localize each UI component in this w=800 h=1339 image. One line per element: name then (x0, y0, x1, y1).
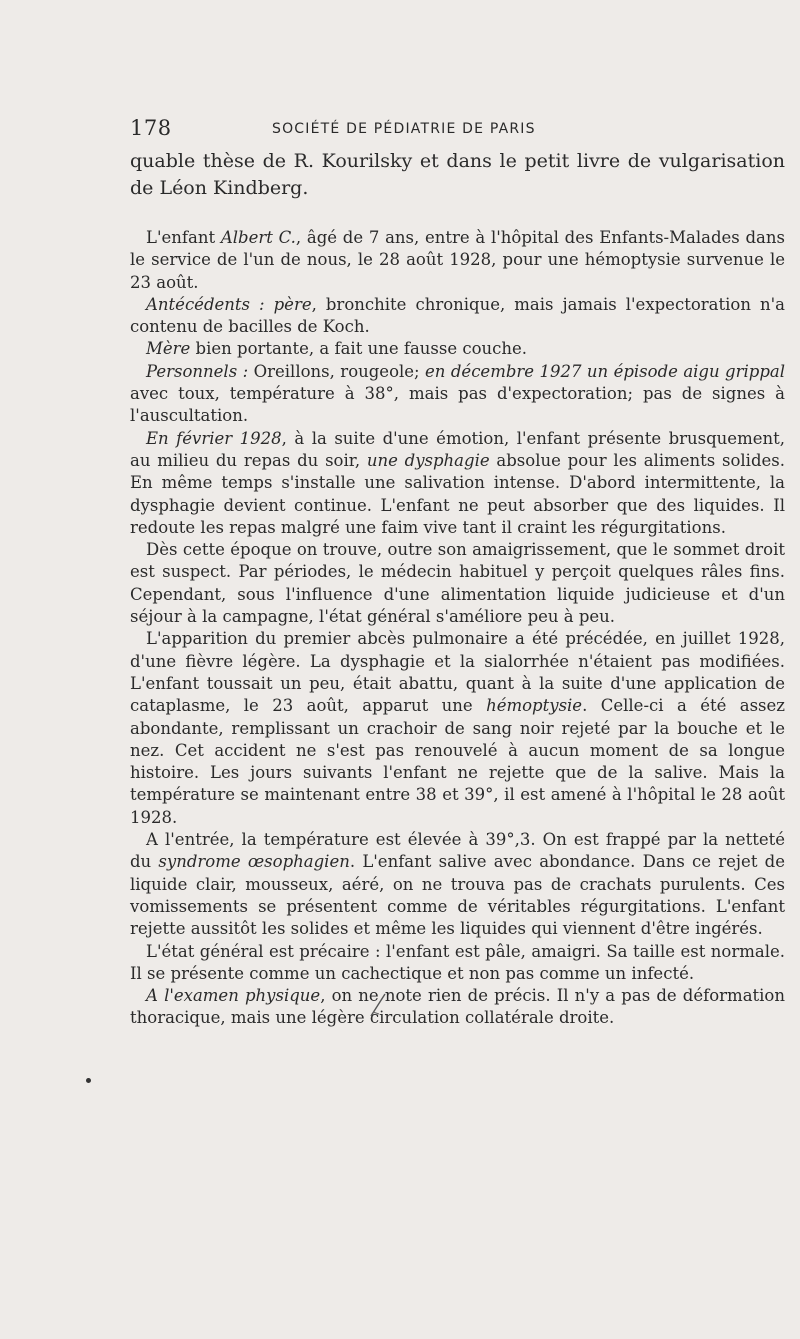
paragraph-abscess-onset: L'apparition du premier abcès pulmonaire a été précédée, en juillet 1928, d'une fièvre légère. La dysphagie et la sialorrhée n'étaient pas modifiées. L'enfant toussait un peu, était abattu, quant à la suite d'une application de cataplasme, le 23 août, apparut une hémoptysie. Celle-ci a été assez abondante, remplissant un crachoir de sang noir rejeté par la bouche et le nez. Cet accident ne s'est pas renouvelé à aucun moment de sa longue histoire. Les jours suivants l'enfant ne rejette que de la salive. Mais la température se maintenant entre 38 et 39°, il est amené à l'hôpital le 28 août 1928. (130, 629, 785, 827)
paragraph-general-state: L'état général est précaire : l'enfant est pâle, amaigri. Sa taille est normale. Il se présente comme un cachectique et non pas comme un infecté. (130, 941, 785, 983)
paragraph-antecedents-father: Antécédents : père, bronchite chronique, mais jamais l'expectoration n'a contenu de bacilles de Koch. (130, 294, 785, 337)
paragraph-personal-history: Personnels : Oreillons, rougeole; en décembre 1927 un épisode aigu grippal avec toux, température à 38°, mais pas d'expectoration; pas de signes à l'auscultation. (130, 361, 786, 426)
running-title: SOCIÉTÉ DE PÉDIATRIE DE PARIS (272, 121, 536, 137)
pencil-mark-icon (367, 992, 389, 1020)
paragraph-admission: A l'entrée, la température est élevée à 39°,3. On est frappé par la netteté du syndrome œsophagien. L'enfant salive avec abondance. Dans ce rejet de liquide clair, mousseux, aéré, on ne trouva pas de crachats purulents. Ces vomissements se présentent comme de véritables régurgitations. L'enfant rejette aussitôt les solides et même les liquides qui viennent d'être ingérés. (130, 830, 785, 939)
page-number: 178 (130, 116, 172, 140)
paragraph-antecedents-mother: Mère bien portante, a fait une fausse couche. (146, 339, 528, 359)
paragraph-emaciation: Dès cette époque on trouve, outre son amaigrissement, que le sommet droit est suspect. Par périodes, le médecin habituel y perçoit quelques râles fins. Cependant, sous l'influence d'une alimentation liquide judicieuse et d'un séjour à la campagne, l'état général s'améliore peu à peu. (130, 540, 785, 627)
page-header (130, 116, 785, 144)
paragraph-physical-exam: A l'examen physique, on ne note rien de précis. Il n'y a pas de déformation thoracique, mais une légère circulation collatérale droite. (130, 986, 785, 1028)
paragraph-dysphagia-onset: En février 1928, à la suite d'une émotion, l'enfant présente brusquement, au milieu du repas du soir, une dysphagie absolue pour les aliments solides. En même temps s'installe une salivation intense. D'abord intermittente, la dysphagie devient continue. L'enfant ne peut absorber que des liquides. Il redoute les repas malgré une faim vive tant il craint les régurgitations. (130, 428, 785, 537)
margin-dot (86, 1078, 91, 1083)
body-text (130, 148, 785, 1030)
paragraph-patient-intro: L'enfant Albert C., âgé de 7 ans, entre à l'hôpital des Enfants-Malades dans le service de l'un de nous, le 28 août 1928, pour une hémoptysie survenue le 23 août. (130, 228, 785, 292)
paragraph-continuation: quable thèse de R. Kourilsky et dans le petit livre de vulgarisation de Léon Kindberg. (130, 150, 785, 199)
